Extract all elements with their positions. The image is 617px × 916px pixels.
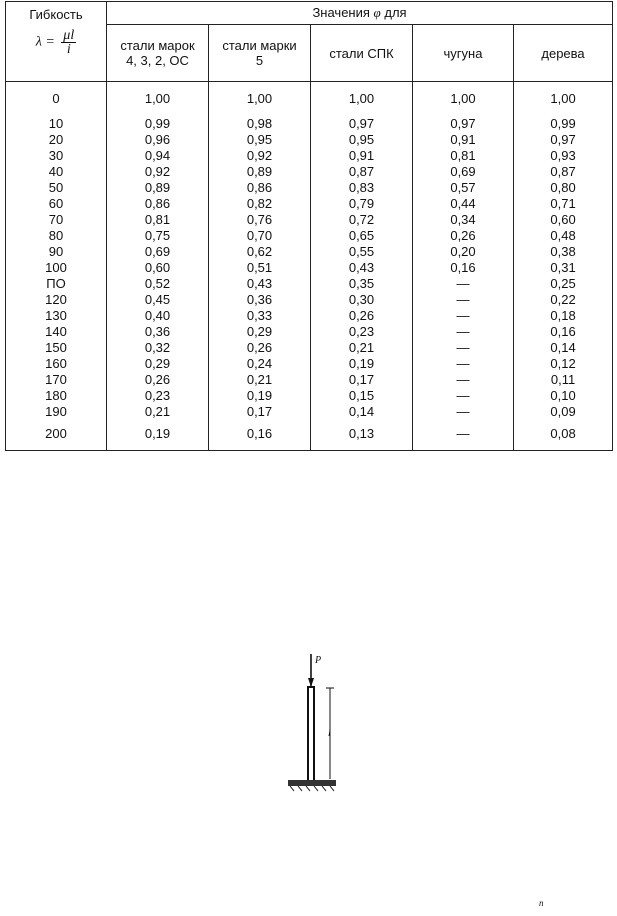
phi-value-cell: 0,60: [107, 260, 209, 276]
phi-value-cell: 0,16: [413, 260, 514, 276]
table-row: [6, 148, 613, 164]
table-row: [6, 372, 613, 388]
phi-value-cell: 0,15: [311, 388, 413, 404]
phi-value-cell: 0,26: [311, 308, 413, 324]
phi-value-cell: 0,30: [311, 292, 413, 308]
flexibility-cell: 200: [6, 420, 107, 451]
flexibility-cell: 0: [6, 82, 107, 109]
phi-value-cell: 0,26: [413, 228, 514, 244]
flexibility-cell: 130: [6, 308, 107, 324]
flexibility-cell: 170: [6, 372, 107, 388]
spacer-cell: [209, 108, 311, 116]
load-arrow: [308, 654, 314, 687]
spacer-cell: [6, 108, 107, 116]
phi-value-cell: 0,76: [209, 212, 311, 228]
header-row-top: [6, 2, 613, 25]
phi-value-cell: 0,51: [209, 260, 311, 276]
phi-value-cell: 0,69: [107, 244, 209, 260]
phi-value-cell: 0,48: [514, 228, 613, 244]
row-spacer: [6, 108, 613, 116]
flexibility-cell: 10: [6, 116, 107, 132]
phi-value-cell: 0,89: [107, 180, 209, 196]
phi-value-cell: —: [413, 356, 514, 372]
phi-value-cell: 0,95: [311, 132, 413, 148]
spacer-cell: [413, 108, 514, 116]
table-row: [6, 292, 613, 308]
flexibility-cell: 100: [6, 260, 107, 276]
values-header: [107, 2, 613, 25]
phi-value-cell: 1,00: [209, 82, 311, 109]
phi-value-cell: 1,00: [514, 82, 613, 109]
phi-value-cell: 0,99: [514, 116, 613, 132]
phi-value-cell: 0,80: [514, 180, 613, 196]
phi-value-cell: 0,60: [514, 212, 613, 228]
phi-value-cell: 0,21: [107, 404, 209, 420]
phi-value-cell: 0,87: [514, 164, 613, 180]
phi-value-cell: 0,31: [514, 260, 613, 276]
flexibility-cell: 160: [6, 356, 107, 372]
phi-value-cell: 0,83: [311, 180, 413, 196]
phi-value-cell: 0,75: [107, 228, 209, 244]
phi-value-cell: 0,17: [311, 372, 413, 388]
phi-value-cell: 0,11: [514, 372, 613, 388]
phi-value-cell: 0,32: [107, 340, 209, 356]
phi-value-cell: 0,16: [514, 324, 613, 340]
phi-value-cell: 0,13: [311, 420, 413, 451]
column-header-steel-4-3-2-os: стали марок 4, 3, 2, ОС: [107, 25, 209, 82]
spacer-cell: [107, 108, 209, 116]
phi-value-cell: 0,29: [107, 356, 209, 372]
phi-value-cell: 0,91: [311, 148, 413, 164]
table-row: [6, 340, 613, 356]
table-row: [6, 82, 613, 109]
flexibility-cell: 140: [6, 324, 107, 340]
phi-value-cell: —: [413, 404, 514, 420]
flexibility-cell: 150: [6, 340, 107, 356]
phi-value-cell: 0,08: [514, 420, 613, 451]
phi-value-cell: 0,23: [107, 388, 209, 404]
table-row: [6, 356, 613, 372]
phi-value-cell: 0,57: [413, 180, 514, 196]
phi-value-cell: 0,92: [107, 164, 209, 180]
phi-value-cell: 0,69: [413, 164, 514, 180]
phi-value-cell: —: [413, 340, 514, 356]
flexibility-header: [6, 2, 107, 82]
table-row: [6, 164, 613, 180]
load-label: P: [315, 655, 322, 666]
phi-value-cell: 0,14: [311, 404, 413, 420]
phi-value-cell: 0,82: [209, 196, 311, 212]
flexibility-cell: 70: [6, 212, 107, 228]
table-row: [6, 388, 613, 404]
phi-value-cell: 0,91: [413, 132, 514, 148]
phi-value-cell: —: [413, 372, 514, 388]
phi-value-cell: 0,72: [311, 212, 413, 228]
flexibility-cell: 50: [6, 180, 107, 196]
buckling-coefficient-table: [5, 1, 613, 451]
phi-value-cell: 0,35: [311, 276, 413, 292]
phi-value-cell: 0,89: [209, 164, 311, 180]
phi-value-cell: 0,20: [413, 244, 514, 260]
table-row: [6, 196, 613, 212]
compressed-column-diagram: [280, 650, 340, 792]
phi-value-cell: 1,00: [311, 82, 413, 109]
formula-denominator: i: [66, 42, 71, 57]
phi-value-cell: —: [413, 420, 514, 451]
flexibility-cell: 20: [6, 132, 107, 148]
flexibility-cell: 30: [6, 148, 107, 164]
phi-value-cell: 0,22: [514, 292, 613, 308]
phi-value-cell: 0,98: [209, 116, 311, 132]
phi-value-cell: —: [413, 292, 514, 308]
table-row: [6, 404, 613, 420]
flexibility-cell: 180: [6, 388, 107, 404]
column-header-steel-5: стали марки 5: [209, 25, 311, 82]
phi-value-cell: 0,19: [209, 388, 311, 404]
phi-value-cell: 0,97: [413, 116, 514, 132]
phi-value-cell: 0,95: [209, 132, 311, 148]
phi-value-cell: 0,52: [107, 276, 209, 292]
phi-value-cell: 0,36: [209, 292, 311, 308]
phi-value-cell: 0,36: [107, 324, 209, 340]
table-row: [6, 132, 613, 148]
length-label: l: [328, 728, 331, 739]
formula-lhs: λ =: [35, 34, 55, 50]
table-row: [6, 244, 613, 260]
page-corner-mark: n: [539, 898, 544, 908]
table-row: [6, 324, 613, 340]
column-header-cast-iron: чугуна: [413, 25, 514, 82]
column-header-steel-spk: стали СПК: [311, 25, 413, 82]
column-header-wood: дерева: [514, 25, 613, 82]
phi-value-cell: 0,92: [209, 148, 311, 164]
phi-value-cell: 0,21: [209, 372, 311, 388]
phi-value-cell: 0,33: [209, 308, 311, 324]
table-row: [6, 180, 613, 196]
flexibility-cell: ПО: [6, 276, 107, 292]
flexibility-title: Гибкость: [29, 7, 83, 22]
flexibility-cell: 40: [6, 164, 107, 180]
fixed-support: [288, 780, 336, 791]
phi-value-cell: 0,10: [514, 388, 613, 404]
phi-value-cell: 0,34: [413, 212, 514, 228]
phi-value-cell: 0,81: [107, 212, 209, 228]
phi-value-cell: 0,44: [413, 196, 514, 212]
phi-value-cell: 0,18: [514, 308, 613, 324]
phi-value-cell: 0,79: [311, 196, 413, 212]
formula-numerator: μl: [63, 28, 75, 43]
phi-value-cell: 0,96: [107, 132, 209, 148]
phi-value-cell: 0,86: [209, 180, 311, 196]
phi-value-cell: 0,55: [311, 244, 413, 260]
flexibility-cell: 90: [6, 244, 107, 260]
phi-value-cell: 0,19: [107, 420, 209, 451]
phi-value-cell: —: [413, 324, 514, 340]
phi-value-cell: 0,70: [209, 228, 311, 244]
phi-value-cell: 0,62: [209, 244, 311, 260]
flexibility-formula: [6, 29, 106, 56]
table-row: [6, 308, 613, 324]
flexibility-cell: 60: [6, 196, 107, 212]
table-row: [6, 212, 613, 228]
phi-value-cell: 0,19: [311, 356, 413, 372]
flexibility-cell: 190: [6, 404, 107, 420]
table-row: [6, 116, 613, 132]
phi-value-cell: 0,40: [107, 308, 209, 324]
phi-value-cell: 0,94: [107, 148, 209, 164]
phi-value-cell: 0,71: [514, 196, 613, 212]
flexibility-cell: 120: [6, 292, 107, 308]
phi-value-cell: 0,65: [311, 228, 413, 244]
spacer-cell: [311, 108, 413, 116]
phi-value-cell: 0,97: [311, 116, 413, 132]
phi-value-cell: 0,81: [413, 148, 514, 164]
phi-value-cell: 0,12: [514, 356, 613, 372]
phi-value-cell: 0,09: [514, 404, 613, 420]
table-row: [6, 228, 613, 244]
phi-value-cell: 0,97: [514, 132, 613, 148]
values-title-prefix: Значения: [312, 5, 370, 20]
phi-value-cell: 0,87: [311, 164, 413, 180]
phi-value-cell: 0,21: [311, 340, 413, 356]
phi-value-cell: —: [413, 388, 514, 404]
phi-value-cell: 0,26: [209, 340, 311, 356]
phi-symbol: φ: [373, 5, 381, 20]
phi-value-cell: 0,23: [311, 324, 413, 340]
phi-value-cell: 0,16: [209, 420, 311, 451]
phi-value-cell: 0,29: [209, 324, 311, 340]
phi-value-cell: 0,45: [107, 292, 209, 308]
phi-value-cell: —: [413, 308, 514, 324]
table-row: [6, 420, 613, 451]
phi-value-cell: 0,26: [107, 372, 209, 388]
phi-value-cell: 0,25: [514, 276, 613, 292]
spacer-cell: [514, 108, 613, 116]
phi-value-cell: 0,43: [209, 276, 311, 292]
flexibility-cell: 80: [6, 228, 107, 244]
phi-value-cell: 0,38: [514, 244, 613, 260]
phi-value-cell: 0,86: [107, 196, 209, 212]
phi-value-cell: 0,17: [209, 404, 311, 420]
table-row: [6, 260, 613, 276]
phi-value-cell: 0,24: [209, 356, 311, 372]
phi-value-cell: 0,14: [514, 340, 613, 356]
values-title-suffix: для: [384, 5, 407, 20]
column-bar: [307, 687, 315, 780]
formula-fraction: [61, 29, 76, 56]
table-row: [6, 276, 613, 292]
phi-value-cell: 1,00: [413, 82, 514, 109]
phi-value-cell: 1,00: [107, 82, 209, 109]
phi-value-cell: 0,43: [311, 260, 413, 276]
phi-value-cell: —: [413, 276, 514, 292]
phi-value-cell: 0,93: [514, 148, 613, 164]
phi-value-cell: 0,99: [107, 116, 209, 132]
